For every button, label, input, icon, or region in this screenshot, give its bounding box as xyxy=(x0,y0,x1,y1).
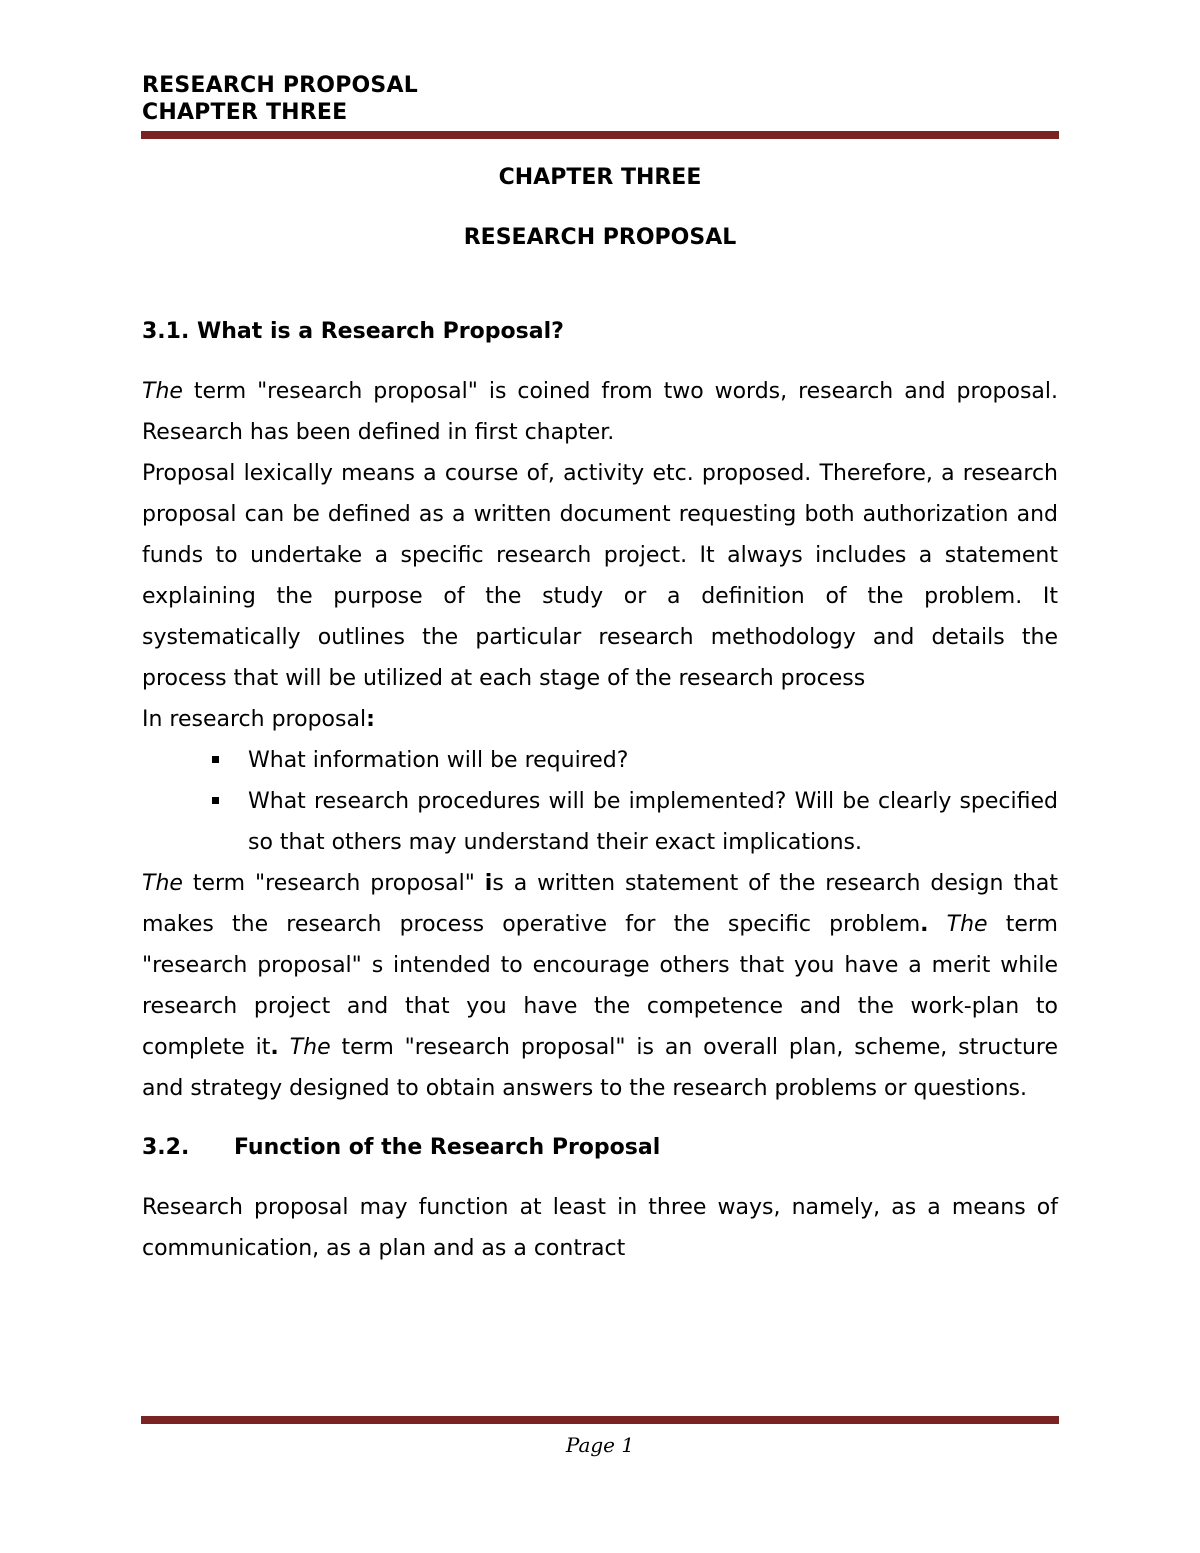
paragraph-text: Proposal lexically means a course of, activity etc. proposed. Therefore, a research proposal can be defined as a written document requesting both authorization and funds to undertake a specific research project. It always includes a statement explaining the purpose of the study or a definition of the problem. It systematically outlines the particular research methodology and details the process that will be utilized at each stage of the research process xyxy=(142,461,1058,691)
paragraph-text: Research proposal may function at least in three ways, namely, as a means of communication, as a plan and as a contract xyxy=(142,1195,1058,1261)
page-number: Page 1 xyxy=(565,1433,635,1457)
paragraph-text: term "research proposal" is an overall plan, scheme, structure and strategy designed to obtain answers to the research problems or questions. xyxy=(142,1035,1058,1101)
section-3-2-heading xyxy=(142,1127,1058,1168)
square-bullet-icon xyxy=(212,797,219,804)
list-intro xyxy=(142,699,1058,740)
list-intro-colon: : xyxy=(366,707,375,732)
emphasis-the: The xyxy=(142,871,183,896)
section-3-1-heading: 3.1. What is a Research Proposal? xyxy=(142,319,564,344)
page-body xyxy=(142,160,1058,1269)
page-header xyxy=(142,72,1060,126)
section-3-1-paragraph-3 xyxy=(142,863,1058,1109)
header-line-chapter: CHAPTER THREE xyxy=(142,100,348,125)
paragraph-text: term "research proposal" xyxy=(182,871,485,896)
paragraph-text: s a written statement of the research design that makes the research process operative for the specific problem xyxy=(142,871,1058,937)
list-item-text: What research procedures will be implemented? Will be clearly specified so that others may understand their exact implications. xyxy=(248,789,1058,855)
paragraph-text: term "research proposal" s intended to encourage others that you have a merit while research project and that you have the competence and the work-plan to complete it xyxy=(142,912,1058,1060)
chapter-subtitle: RESEARCH PROPOSAL xyxy=(463,225,737,250)
paragraph-text: term "research proposal" is coined from two words, research and proposal. Research has been defined in first chapter. xyxy=(142,379,1058,445)
list-item xyxy=(142,740,1058,781)
section-3-1-paragraph-2 xyxy=(142,453,1058,699)
section-3-2-paragraph-1 xyxy=(142,1187,1058,1269)
header-line-title: RESEARCH PROPOSAL xyxy=(142,73,418,98)
emphasis-period: . xyxy=(920,912,929,937)
emphasis-the: The xyxy=(289,1035,331,1060)
emphasis-is: i xyxy=(484,871,493,896)
footer-divider xyxy=(141,1416,1059,1424)
chapter-title: CHAPTER THREE xyxy=(498,165,702,190)
header-divider xyxy=(141,131,1059,139)
list-item-text: What information will be required? xyxy=(248,748,629,773)
section-3-1-paragraph-1 xyxy=(142,371,1058,453)
section-number: 3.2. xyxy=(142,1135,190,1160)
emphasis-the: The xyxy=(142,379,183,404)
question-list xyxy=(142,740,1058,863)
space xyxy=(929,912,947,937)
emphasis-period: . xyxy=(270,1035,279,1060)
space xyxy=(279,1035,290,1060)
list-intro-text: In research proposal xyxy=(142,707,367,732)
emphasis-the: The xyxy=(946,912,988,937)
square-bullet-icon xyxy=(212,756,219,763)
list-item xyxy=(142,781,1058,863)
section-title: Function of the Research Proposal xyxy=(234,1135,661,1160)
